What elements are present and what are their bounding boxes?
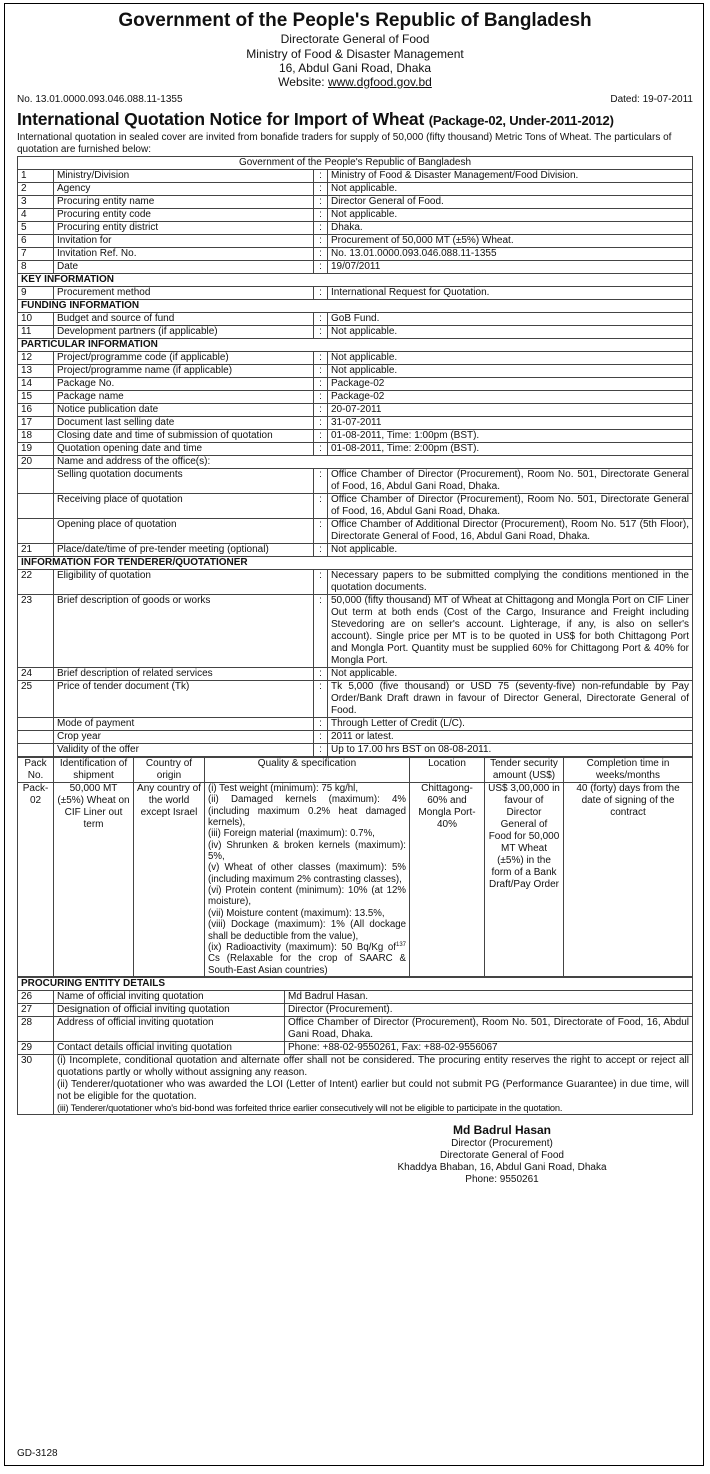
website-link[interactable]: www.dgfood.gov.bd — [327, 74, 432, 89]
row-value: 50,000 (fifty thousand) MT of Wheat at Chittagong and Mongla Port on CIF Liner Out term at both ends (Cost of the Cargo, Insurance and Freight including Stevedoring are on seller's account. Lighterage, if any, is also on seller's account). Single price per MT is to be quoted in US$ for both Chittagong Port and Mongla Port. Quantity must be supplied 60% for Chittagong Port & 40% for Mongla Port. — [328, 595, 693, 668]
table-row — [18, 494, 693, 519]
quality-item: (viii) Dockage (maximum): 1% (All dockage shall be deductible from the value), — [208, 919, 406, 942]
row-field: Date — [54, 261, 314, 274]
row-colon: : — [314, 170, 328, 183]
row-field: Notice publication date — [54, 404, 314, 417]
row-colon: : — [314, 718, 328, 731]
table-row — [18, 469, 693, 494]
section-row — [18, 557, 693, 570]
table-row — [18, 313, 693, 326]
isotope-superscript: 137 — [395, 941, 406, 948]
table-row — [18, 287, 693, 300]
table-row — [18, 570, 693, 595]
row-number: 30 — [18, 1055, 54, 1115]
row-number: 7 — [18, 248, 54, 261]
spec-data-row — [18, 783, 693, 977]
row-number: 29 — [18, 1042, 54, 1055]
header-location: Location — [410, 758, 485, 783]
spec-header-row — [18, 758, 693, 783]
notice-intro: International quotation in sealed cover are invited from bonafide traders for supply of 50,000 (fifty thousand) Metric Tons of Wheat. The particulars of quotation are furnished below: — [17, 132, 672, 156]
notice-title-main: International Quotation Notice for Import of Wheat — [17, 109, 429, 130]
row-field: Brief description of related services — [54, 668, 314, 681]
signatory-phone: Phone: 9550261 — [465, 1174, 539, 1186]
row-number — [18, 519, 54, 544]
row-colon: : — [314, 352, 328, 365]
row-colon: : — [314, 209, 328, 222]
row-colon: : — [314, 681, 328, 718]
table-row — [18, 352, 693, 365]
row-field: Package No. — [54, 378, 314, 391]
table-row — [18, 456, 693, 469]
row-colon: : — [314, 326, 328, 339]
row-colon: : — [314, 196, 328, 209]
condition-item: (iii) Tenderer/quotationer who's bid-bond was forfeited thrice earlier consecutively will not be eligible to participate in the quotation. — [57, 1103, 563, 1114]
table-row — [18, 430, 693, 443]
table-heading-row — [18, 157, 693, 170]
row-colon: : — [314, 595, 328, 668]
row-colon: : — [314, 183, 328, 196]
notice-title — [17, 109, 693, 130]
row-field: Quotation opening date and time — [54, 443, 314, 456]
row-value: Not applicable. — [328, 209, 693, 222]
row-value: Up to 17.00 hrs BST on 08-08-2011. — [328, 744, 693, 757]
header-security: Tender security amount (US$) — [485, 758, 564, 783]
row-number — [18, 494, 54, 519]
row-number: 24 — [18, 668, 54, 681]
quality-item-text: (ix) Radioactivity (maximum): 50 Bq/Kg of — [208, 942, 396, 954]
row-value: Director General of Food. — [328, 196, 693, 209]
table-row — [18, 731, 693, 744]
row-number: 20 — [18, 456, 54, 469]
table-row — [18, 519, 693, 544]
table-row — [18, 718, 693, 731]
row-value: No. 13.01.0000.093.046.088.11-1355 — [328, 248, 693, 261]
row-colon: : — [314, 313, 328, 326]
section-funding-information: FUNDING INFORMATION — [18, 300, 693, 313]
row-colon: : — [314, 365, 328, 378]
row-number: 5 — [18, 222, 54, 235]
row-field: Place/date/time of pre-tender meeting (optional) — [54, 544, 314, 557]
row-field: Package name — [54, 391, 314, 404]
row-field: Procuring entity code — [54, 209, 314, 222]
row-number: 14 — [18, 378, 54, 391]
row-number: 10 — [18, 313, 54, 326]
row-field: Procuring entity district — [54, 222, 314, 235]
quality-item: (v) Wheat of other classes (maximum): 5% (including maximum 2% contrasting classes), — [208, 862, 406, 885]
row-colon: : — [314, 248, 328, 261]
table-row — [18, 1055, 693, 1115]
row-field: Document last selling date — [54, 417, 314, 430]
row-number: 28 — [18, 1017, 54, 1042]
header-country: Country of origin — [134, 758, 205, 783]
signatory-name: Md Badrul Hasan — [452, 1123, 551, 1138]
quality-item: (iii) Foreign material (maximum): 0.7%, — [208, 828, 375, 840]
office-address: 16, Abdul Gani Road, Dhaka — [278, 60, 432, 75]
row-colon: : — [314, 404, 328, 417]
row-colon: : — [314, 570, 328, 595]
ministry-name: Ministry of Food & Disaster Management — [246, 46, 464, 61]
row-field: Budget and source of fund — [54, 313, 314, 326]
section-key-information: KEY INFORMATION — [18, 274, 693, 287]
table-row — [18, 196, 693, 209]
row-field: Price of tender document (Tk) — [54, 681, 314, 718]
row-colon: : — [314, 222, 328, 235]
row-number: 18 — [18, 430, 54, 443]
row-number: 25 — [18, 681, 54, 718]
row-value: 20-07-2011 — [328, 404, 693, 417]
row-field: Validity of the offer — [54, 744, 314, 757]
section-particular-information: PARTICULAR INFORMATION — [18, 339, 693, 352]
cell-pack: Pack-02 — [18, 783, 54, 977]
cell-quality — [205, 783, 410, 977]
row-colon: : — [314, 417, 328, 430]
row-number: 9 — [18, 287, 54, 300]
government-title: Government of the People's Republic of Bangladesh — [118, 10, 592, 31]
row-value: Tk 5,000 (five thousand) or USD 75 (seventy-five) non-refundable by Pay Order/Bank Draft drawn in favour of Director General, Directorate General of Food. — [328, 681, 693, 718]
row-value: 01-08-2011, Time: 1:00pm (BST). — [328, 430, 693, 443]
row-number: 21 — [18, 544, 54, 557]
row-value: Not applicable. — [328, 544, 693, 557]
header-completion: Completion time in weeks/months — [564, 758, 693, 783]
row-number — [18, 718, 54, 731]
row-colon: : — [314, 391, 328, 404]
quality-item: (vii) Moisture content (maximum): 13.5%, — [208, 907, 385, 919]
procuring-entity-table — [17, 977, 693, 1115]
row-number — [18, 469, 54, 494]
row-number: 16 — [18, 404, 54, 417]
row-number: 8 — [18, 261, 54, 274]
row-value: Not applicable. — [328, 668, 693, 681]
cell-identification: 50,000 MT (±5%) Wheat on CIF Liner out term — [54, 783, 134, 977]
specification-table — [17, 757, 693, 977]
row-number: 17 — [18, 417, 54, 430]
row-colon: : — [314, 378, 328, 391]
row-field: Invitation for — [54, 235, 314, 248]
row-colon: : — [314, 235, 328, 248]
website-label: Website: — [278, 74, 328, 89]
table-row — [18, 681, 693, 718]
row-field: Project/programme code (if applicable) — [54, 352, 314, 365]
row-field: Crop year — [54, 731, 314, 744]
table-row — [18, 417, 693, 430]
row-field: Project/programme name (if applicable) — [54, 365, 314, 378]
section-row — [18, 978, 693, 991]
row-field: Designation of official inviting quotation — [54, 1004, 285, 1017]
table-row — [18, 183, 693, 196]
row-number: 23 — [18, 595, 54, 668]
row-field: Name of official inviting quotation — [54, 991, 285, 1004]
table-row — [18, 209, 693, 222]
section-tenderer-information: INFORMATION FOR TENDERER/QUOTATIONER — [18, 557, 693, 570]
row-number: 13 — [18, 365, 54, 378]
signatory-designation: Director (Procurement) — [451, 1137, 553, 1149]
signatory-address: Khaddya Bhaban, 16, Abdul Gani Road, Dhaka — [397, 1162, 607, 1174]
table-row — [18, 991, 693, 1004]
quality-item — [208, 942, 406, 976]
row-colon: : — [314, 261, 328, 274]
row-colon: : — [314, 430, 328, 443]
condition-item: (ii) Tenderer/quotationer who was awarded the LOI (Letter of Intent) earlier but could not submit PG (Performance Guarantee) in due time, will not be eligible for the quotation. — [57, 1079, 689, 1103]
row-value: Not applicable. — [328, 352, 693, 365]
table-row — [18, 261, 693, 274]
row-field: Mode of payment — [54, 718, 314, 731]
table-row — [18, 443, 693, 456]
table-row — [18, 391, 693, 404]
section-row — [18, 339, 693, 352]
particulars-table — [17, 156, 693, 757]
section-row — [18, 300, 693, 313]
cell-security: US$ 3,00,000 in favour of Director General of Food for 50,000 MT Wheat (±5%) in the form of a Bank Draft/Pay Order — [485, 783, 564, 977]
signature-block — [352, 1123, 652, 1186]
row-field: Address of official inviting quotation — [54, 1017, 285, 1042]
website-line — [17, 75, 693, 89]
row-value: Office Chamber of Director (Procurement), Room No. 501, Directorate of Food, 16, Abdul Gani Road, Dhaka. — [285, 1017, 693, 1042]
notice-page — [4, 3, 704, 1466]
table-row — [18, 326, 693, 339]
row-field: Closing date and time of submission of quotation — [54, 430, 314, 443]
row-colon: : — [314, 494, 328, 519]
row-number: 27 — [18, 1004, 54, 1017]
row-value: 2011 or latest. — [328, 731, 693, 744]
row-colon: : — [314, 469, 328, 494]
row-number — [18, 744, 54, 757]
row-field: Procuring entity name — [54, 196, 314, 209]
row-value: GoB Fund. — [328, 313, 693, 326]
row-field: Procurement method — [54, 287, 314, 300]
table-row — [18, 365, 693, 378]
table-row — [18, 1017, 693, 1042]
row-number: 15 — [18, 391, 54, 404]
row-value: Not applicable. — [328, 183, 693, 196]
row-value: Through Letter of Credit (L/C). — [328, 718, 693, 731]
section-procuring-entity: PROCURING ENTITY DETAILS — [18, 978, 693, 991]
table-row — [18, 170, 693, 183]
gd-code: GD-3128 — [17, 1448, 58, 1459]
row-number: 19 — [18, 443, 54, 456]
row-field: Ministry/Division — [54, 170, 314, 183]
row-value: International Request for Quotation. — [328, 287, 693, 300]
header-identification: Identification of shipment — [54, 758, 134, 783]
row-colon: : — [314, 287, 328, 300]
row-value: Phone: +88-02-9550261, Fax: +88-02-9556067 — [285, 1042, 693, 1055]
notice-title-package: (Package-02, Under-2011-2012) — [428, 113, 614, 129]
memo-number: No. 13.01.0000.093.046.088.11-1355 — [17, 94, 183, 106]
row-number: 4 — [18, 209, 54, 222]
row-field: Invitation Ref. No. — [54, 248, 314, 261]
reference-row — [17, 94, 693, 105]
table-row — [18, 222, 693, 235]
row-number: 2 — [18, 183, 54, 196]
row-value: 19/07/2011 — [328, 261, 693, 274]
row-value: Procurement of 50,000 MT (±5%) Wheat. — [328, 235, 693, 248]
row-colon: : — [314, 744, 328, 757]
row-value: Not applicable. — [328, 326, 693, 339]
row-value: Director (Procurement). — [285, 1004, 693, 1017]
row-field: Receiving place of quotation — [54, 494, 314, 519]
row-field: Selling quotation documents — [54, 469, 314, 494]
header — [17, 10, 693, 89]
row-field: Brief description of goods or works — [54, 595, 314, 668]
row-number: 26 — [18, 991, 54, 1004]
row-field: Eligibility of quotation — [54, 570, 314, 595]
row-value: 31-07-2011 — [328, 417, 693, 430]
row-colon: : — [314, 443, 328, 456]
quality-item: (ii) Damaged kernels (maximum): 4% (including maximum 0.2% heat damaged kernels), — [208, 794, 406, 829]
row-colon: : — [314, 731, 328, 744]
row-field: Name and address of the office(s): — [54, 456, 693, 469]
row-value: 01-08-2011, Time: 2:00pm (BST). — [328, 443, 693, 456]
table-row — [18, 404, 693, 417]
row-number: 3 — [18, 196, 54, 209]
row-field: Contact details official inviting quotation — [54, 1042, 285, 1055]
directorate-name: Directorate General of Food — [280, 32, 430, 47]
row-number: 6 — [18, 235, 54, 248]
row-number: 11 — [18, 326, 54, 339]
row-value: Md Badrul Hasan. — [285, 991, 693, 1004]
row-field: Opening place of quotation — [54, 519, 314, 544]
row-colon: : — [314, 544, 328, 557]
quality-item-text: Cs (Relaxable for the crop of SAARC & South-East Asian countries) — [208, 953, 406, 976]
quality-item: (iv) Shrunken & broken kernels (maximum): 5%, — [208, 839, 406, 863]
cell-location: Chittagong-60% and Mongla Port-40% — [410, 783, 485, 977]
row-number: 22 — [18, 570, 54, 595]
section-row — [18, 274, 693, 287]
row-field: Development partners (if applicable) — [54, 326, 314, 339]
table-row — [18, 544, 693, 557]
row-value: Not applicable. — [328, 365, 693, 378]
condition-item: (i) Incomplete, conditional quotation and alternate offer shall not be considered. The procuring entity reserves the right to accept or reject all quotations partly or wholly without assigning any reason. — [57, 1055, 689, 1079]
row-value: Ministry of Food & Disaster Management/Food Division. — [328, 170, 693, 183]
signatory-office: Directorate General of Food — [440, 1150, 564, 1162]
row-value: Package-02 — [328, 391, 693, 404]
table-row — [18, 248, 693, 261]
header-quality: Quality & specification — [205, 758, 410, 783]
cell-country: Any country of the world except Israel — [134, 783, 205, 977]
row-value: Package-02 — [328, 378, 693, 391]
quality-item: (i) Test weight (minimum): 75 kg/hl, — [208, 783, 359, 795]
cell-completion: 40 (forty) days from the date of signing of the contract — [564, 783, 693, 977]
header-pack: Pack No. — [18, 758, 54, 783]
row-value: Dhaka. — [328, 222, 693, 235]
conditions-cell — [54, 1055, 693, 1115]
row-value: Office Chamber of Director (Procurement), Room No. 501, Directorate General of Food, 16, Abdul Gani Road, Dhaka. — [328, 469, 693, 494]
row-field: Agency — [54, 183, 314, 196]
quality-item: (vi) Protein content (minimum): 10% (at 12% moisture), — [208, 885, 406, 908]
row-number: 1 — [18, 170, 54, 183]
row-value: Office Chamber of Additional Director (Procurement), Room No. 517 (5th Floor), Directorate General of Food, 16, Abdul Gani Road, Dhaka. — [328, 519, 693, 544]
memo-date: Dated: 19-07-2011 — [610, 94, 693, 106]
table-row — [18, 378, 693, 391]
row-value: Necessary papers to be submitted complying the conditions mentioned in the quotation documents. — [328, 570, 693, 595]
row-colon: : — [314, 668, 328, 681]
row-number: 12 — [18, 352, 54, 365]
table-row — [18, 595, 693, 668]
row-value: Office Chamber of Director (Procurement), Room No. 501, Directorate General of Food, 16, Abdul Gani Road, Dhaka. — [328, 494, 693, 519]
table-row — [18, 668, 693, 681]
table-heading: Government of the People's Republic of Bangladesh — [18, 157, 693, 170]
table-row — [18, 1042, 693, 1055]
row-number — [18, 731, 54, 744]
table-row — [18, 744, 693, 757]
table-row — [18, 1004, 693, 1017]
row-colon: : — [314, 519, 328, 544]
table-row — [18, 235, 693, 248]
